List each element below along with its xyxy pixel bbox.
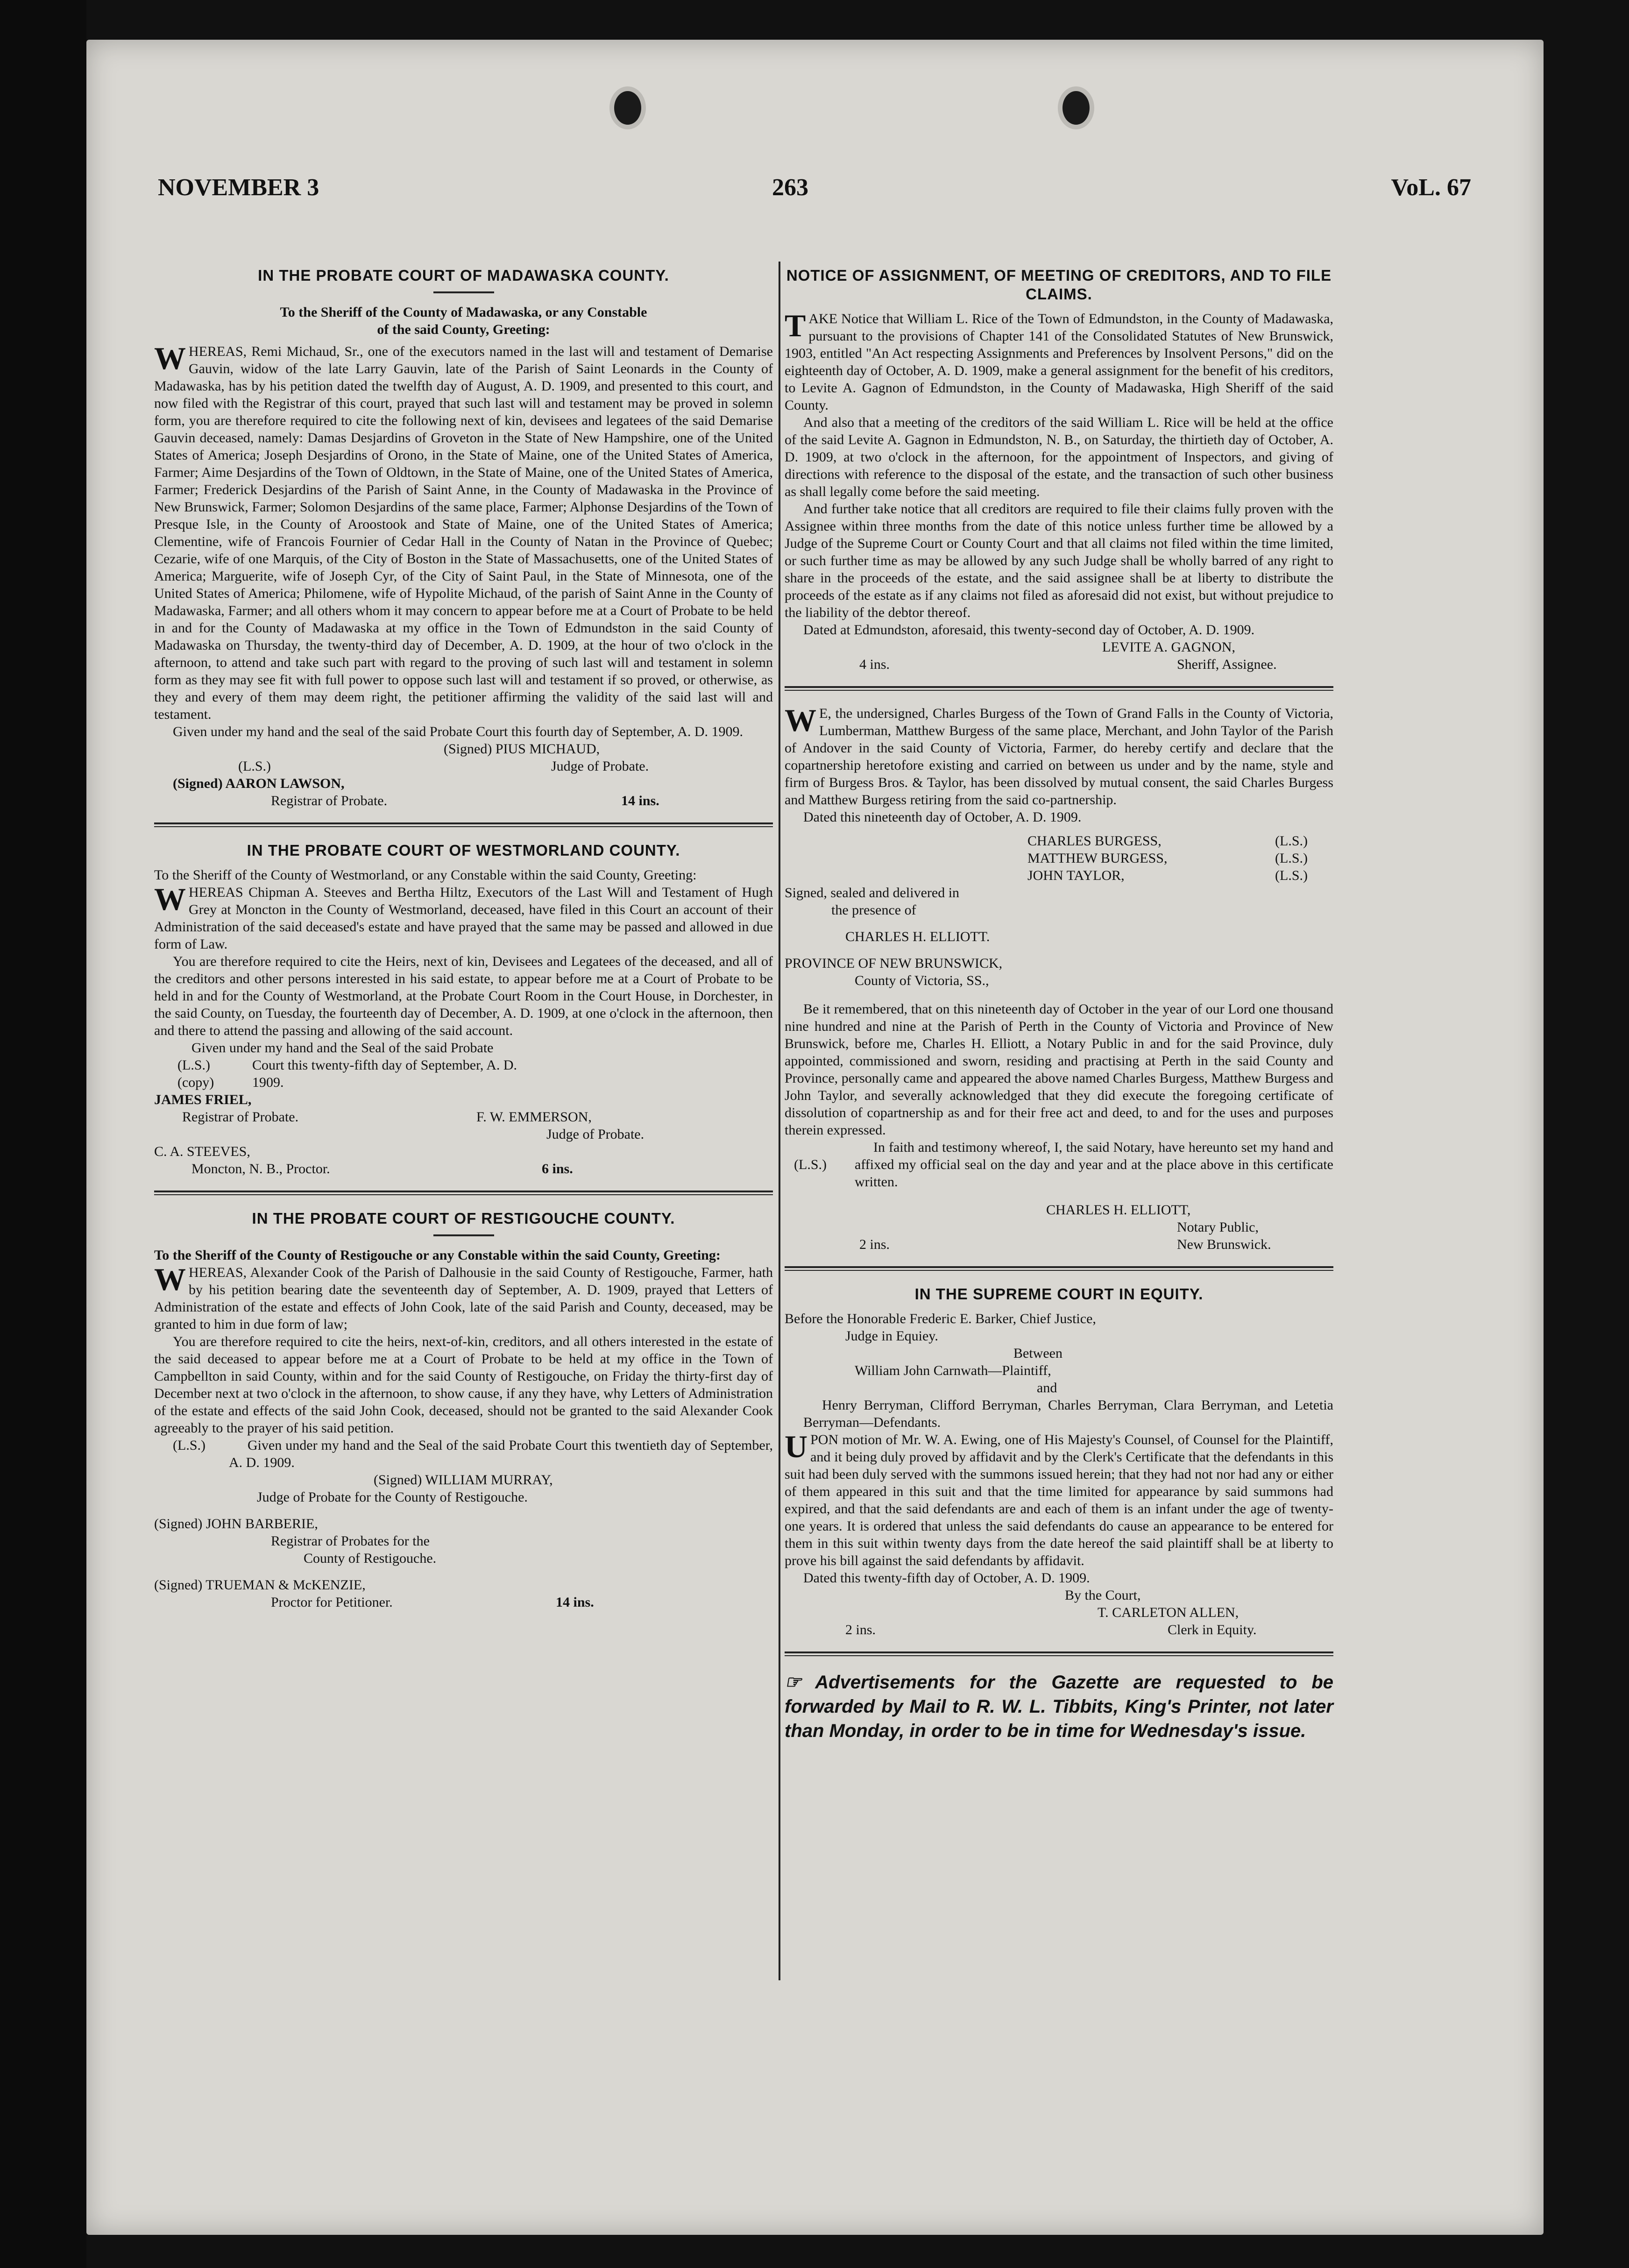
notice-heading: IN THE PROBATE COURT OF MADAWASKA COUNTY. bbox=[258, 267, 669, 284]
certificate-text: Be it remembered, that on this nineteenth day of October in the year of our Lord one thousand nine hundred and nine at the Parish of Perth in the County of Victoria and Province of New Brunswick, before me, Charles H. Elliott, a Notary Public in and for the said Province, duly appointed, commissioned and sworn, residing and practising at Perth in the said County and Province, personally came and appeared the above named Charles Burgess, Matthew Burgess and John Taylor, and severally acknowledged that they did execute the foregoing certificate of dissolution of copartnership as and for their free act and deed, to and for the uses and purposes therein expressed. bbox=[785, 1001, 1333, 1138]
drop-cap: W bbox=[154, 881, 186, 917]
drop-cap: W bbox=[154, 340, 186, 376]
drop-cap: U bbox=[785, 1429, 808, 1464]
drop-cap: T bbox=[785, 308, 806, 343]
registrar-title-2: County of Restigouche. bbox=[304, 1551, 437, 1566]
page-number: 263 bbox=[772, 174, 808, 201]
registrar-signature: (Signed) JOHN BARBERIE, bbox=[154, 1516, 318, 1531]
notice-body-2: You are therefore required to cite the Heirs, next of kin, Devisees and Legatees of the deceased, and all of the creditors and other persons interested in his said estate, to appear before me at a Court of Probate to be held in and for the County of Westmorland, at the Probate Court Room in the Court House, in Dorchester, in the said County, on Tuesday, the fourteenth day of December, A. D. 1909, at one o'clock in the afternoon, then and there to attend the passing and allowing of the said account. bbox=[154, 954, 773, 1038]
by-the-court: By the Court, bbox=[1065, 1588, 1141, 1603]
insertion-count: 6 ins. bbox=[542, 1161, 573, 1177]
signer-row: MATTHEW BURGESS, (L.S.) bbox=[1027, 850, 1308, 866]
assignment-notice bbox=[785, 266, 1333, 673]
section-divider bbox=[785, 686, 1333, 691]
signer-row: JOHN TAYLOR, (L.S.) bbox=[1027, 868, 1308, 883]
assignee-signature: LEVITE A. GAGNON, bbox=[1102, 639, 1235, 655]
dated-clause: Dated at Edmundston, aforesaid, this twenty-second day of October, A. D. 1909. bbox=[803, 622, 1255, 638]
binding-hole-left bbox=[609, 86, 646, 129]
assignee-title: Sheriff, Assignee. bbox=[1177, 657, 1277, 672]
registrar-title: Registrar of Probate. bbox=[182, 1109, 299, 1125]
given-year: 1909. bbox=[252, 1075, 284, 1090]
presence: the presence of bbox=[831, 902, 916, 918]
judge-signature: F. W. EMMERSON, bbox=[476, 1109, 592, 1125]
drop-cap: W bbox=[785, 702, 816, 738]
restigouche-notice bbox=[154, 1209, 773, 1611]
advertising-notice: ☞ Advertisements for the Gazette are requested to be forwarded by Mail to R. W. L. Tibbits, King's Printer, not later than Monday, in order to be in time for Wednesday's issue. bbox=[785, 1672, 1333, 1741]
defendants: Henry Berryman, Clifford Berryman, Charles Berryman, Clara Berryman, and Letetia Berryman—Defendants. bbox=[803, 1397, 1333, 1430]
notice-body-2: And also that a meeting of the creditors of the said William L. Rice will be held at the office of the said Levite A. Gagnon in Edmundston, N. B., on Saturday, the thirtieth day of October, A. D. 1909, at two o'clock in the afternoon, for the appointment of Inspectors, and giving of directions with reference to the disposal of the estate, and the transaction of such other business as shall legally come before the said meeting. bbox=[785, 415, 1333, 499]
notice-heading: NOTICE OF ASSIGNMENT, OF MEETING OF CREDITORS, AND TO FILE CLAIMS. bbox=[786, 267, 1332, 303]
left-column bbox=[154, 262, 773, 1611]
signed-sealed: Signed, sealed and delivered in bbox=[785, 885, 960, 900]
dated-clause: Dated this twenty-fifth day of October, A. D. 1909. bbox=[803, 1570, 1090, 1586]
running-head bbox=[158, 174, 1471, 211]
registrar-title-1: Registrar of Probates for the bbox=[271, 1533, 430, 1549]
plaintiff: William John Carnwath—Plaintiff, bbox=[855, 1363, 1051, 1378]
signature-row bbox=[154, 740, 773, 758]
registrar-title: Registrar of Probate. bbox=[271, 793, 388, 808]
right-column bbox=[785, 262, 1333, 1743]
before-line-1: Before the Honorable Frederic E. Barker, Chief Justice, bbox=[785, 1311, 1096, 1326]
notice-heading: IN THE SUPREME COURT IN EQUITY. bbox=[914, 1285, 1204, 1303]
insertion-count: 14 ins. bbox=[556, 1595, 594, 1610]
notary-signature: CHARLES H. ELLIOTT, bbox=[1046, 1202, 1191, 1218]
between: Between bbox=[1013, 1346, 1062, 1361]
notice-body: W E, the undersigned, Charles Burgess of the Town of Grand Falls in the County of Victoria, Lumberman, Matthew Burgess of the same place, Merchant, and John Taylor of the Parish of Andover in the said County of Victoria, Farmer, do hereby certify and declare that the copartnership heretofore existing and carried on between us under and by the name, style and firm of Burgess Bros. & Taylor, has been dissolved by mutual consent, the said Charles Burgess and Matthew Burgess retiring from the said co-partnership. bbox=[785, 702, 1333, 808]
given-clause: Given under my hand and the Seal of the said Probate bbox=[191, 1040, 494, 1056]
drop-cap: W bbox=[154, 1262, 186, 1297]
notice-heading: IN THE PROBATE COURT OF WESTMORLAND COUNTY. bbox=[247, 842, 680, 859]
judge-title: Judge of Probate for the County of Restigouche. bbox=[257, 1489, 528, 1505]
copy-mark: (copy) bbox=[177, 1075, 214, 1090]
judge-title: Judge of Probate. bbox=[551, 758, 649, 774]
dated-clause: Dated this nineteenth day of October, A. D. 1909. bbox=[803, 809, 1082, 825]
before-line-2: Judge in Equiey. bbox=[845, 1328, 938, 1344]
seal-mark: (L.S.) bbox=[173, 1438, 205, 1453]
section-divider bbox=[154, 822, 773, 827]
province-line: PROVINCE OF NEW BRUNSWICK, bbox=[785, 956, 1003, 971]
proctor-title: Proctor for Petitioner. bbox=[271, 1595, 393, 1610]
notary-title-2: New Brunswick. bbox=[1177, 1237, 1271, 1252]
heading-rule bbox=[433, 1234, 494, 1236]
seal-mark: (L.S.) bbox=[177, 1057, 210, 1073]
issue-date: NOVEMBER 3 bbox=[158, 174, 319, 201]
notary-title-1: Notary Public, bbox=[1177, 1219, 1259, 1235]
notice-body: TAKE Notice that William L. Rice of the Town of Edmundston, in the County of Madawaska, pursuant to the provisions of Chapter 141 of the Consolidated Statutes of New Brunswick, 1903, entitled "An Act respecting Assignments and Preferences by Insolvent Persons," did on the eighteenth day of October, A. D. 1909, make a general assignment for the benefit of his creditors, to Levite A. Gagnon of Edmundston, in the County of Madawaska, High Sheriff of the said County. bbox=[785, 308, 1333, 413]
madawaska-notice bbox=[154, 266, 773, 809]
witness-name: CHARLES H. ELLIOTT. bbox=[845, 929, 990, 944]
given-clause: Given under my hand and the Seal of the said Probate Court this twentieth day of September, A. D. 1909. bbox=[229, 1438, 773, 1470]
faith-clause: In faith and testimony whereof, I, the said Notary, have hereunto set my hand and affixed my official seal on the day and year and at the place above in this certificate written. bbox=[855, 1140, 1333, 1190]
registrar-signature: JAMES FRIEL, bbox=[154, 1092, 252, 1107]
insertion-count: 2 ins. bbox=[859, 1237, 890, 1252]
section-divider bbox=[785, 1651, 1333, 1656]
county-line: County of Victoria, SS., bbox=[855, 973, 989, 988]
judge-signature: (Signed) WILLIAM MURRAY, bbox=[374, 1472, 553, 1488]
judge-signature: (Signed) PIUS MICHAUD, bbox=[444, 741, 600, 757]
proctor-signature: C. A. STEEVES, bbox=[154, 1144, 250, 1159]
equity-notice bbox=[785, 1285, 1333, 1638]
salutation: To the Sheriff of the County of Westmorland, or any Constable within the said County, Greeting: bbox=[154, 867, 697, 883]
judge-title: Judge of Probate. bbox=[546, 1127, 645, 1142]
notice-body: WHEREAS, Remi Michaud, Sr., one of the executors named in the last will and testament of Demarise Gauvin, widow of the late Larry Gauvin, late of the Parish of Saint Leonards in the County of Madawaska, has by his petition dated the twelfth day of August, A. D. 1909, and presented to this court, and now filed with the Registrar of this court, prayed that such last will and testament may be proved in solemn form, you are therefore required to cite the following next of kin, devisees and legatees of the said Demarise Gauvin deceased, namely: Damas Desjardins of Groveton in the State of New Hampshire, one of the United States of America; Joseph Desjardins of Orono, in the State of Maine, one of the United States of America, Farmer; Aime Desjardins of the Town of Oldtown, in the State of Maine, one of the United States of America, Farmer; Frederick Desjardins of the Parish of Saint Anne, in the County of Madawaska in the Province of New Brunswick, Farmer; Solomon Desjardins of the same place, Farmer; Alphonse Desjardins of the Town of Presque Isle, in the County of Aroostook and State of Maine, one of the United States of America; Clementine, wife of Francois Fournier of Cedar Hall in the County of Natan in the Province of Quebec; Cezarie, wife of one Marquis, of the City of Boston in the State of Massachusetts, one of the United States of America; Marguerite, wife of Joseph Cyr, of the City of Saint Paul, in the State of Minnesota, one of the United States of America; Philomene, wife of Hypolite Michaud, of the parish of Saint Anne in the County of Madawaska, Farmer; and all others whom it may concern to appear before me at a Court of Probate to be held in and for the County of Madawaska at my office in the Town of Edmundston in the said County of Madawaska on Thursday, the twenty-third day of December, A. D. 1909, at the hour of two o'clock in the afternoon, to attend and take such part with regard to the proving of such last will and testament in solemn form as they may see fit with full power to oppose such last will and testament if so proved, or otherwise, as they and every of them may deem right, the petitioner affirming the validity of the said last will and testament. bbox=[154, 340, 773, 722]
volume-number: VoL. 67 bbox=[1391, 174, 1471, 201]
westmorland-notice bbox=[154, 841, 773, 1177]
signer-row: CHARLES BURGESS, (L.S.) bbox=[1027, 833, 1308, 849]
given-clause: Given under my hand and the seal of the said Probate Court this fourth day of September, A. D. 1909. bbox=[173, 724, 744, 739]
column-divider bbox=[779, 262, 780, 1980]
insertion-count: 4 ins. bbox=[859, 657, 890, 672]
clerk-signature: T. CARLETON ALLEN, bbox=[1098, 1605, 1239, 1620]
notice-body-3: And further take notice that all creditors are required to file their claims fully proven with the Assignee within three months from the date of this notice unless further time be allowed by a Judge of the Supreme Court or County Court and that all claims not filed within the time limited, or such further time as may be allowed by any such Judge shall be wholly barred of any right to share in the proceeds of the estate, and the said assignee shall be at liberty to distribute the proceeds of the estate as if any claims not filed as aforesaid did not exist, but without prejudice to the liability of the debtor thereof. bbox=[785, 501, 1333, 620]
heading-rule bbox=[433, 291, 494, 293]
salutation: To the Sheriff of the County of Restigouche or any Constable within the said County, Greeting: bbox=[154, 1247, 721, 1263]
section-divider bbox=[154, 1191, 773, 1195]
binding-hole-right bbox=[1058, 86, 1094, 129]
notice-heading: IN THE PROBATE COURT OF RESTIGOUCHE COUNTY. bbox=[252, 1210, 675, 1227]
scan-left-edge bbox=[0, 0, 86, 2268]
insertion-count: 2 ins. bbox=[845, 1622, 876, 1637]
proctor-signature: (Signed) TRUEMAN & McKENZIE, bbox=[154, 1577, 366, 1593]
clerk-title: Clerk in Equity. bbox=[1168, 1622, 1257, 1637]
notice-body: WHEREAS, Alexander Cook of the Parish of Dalhousie in the said County of Restigouche, Farmer, hath by his petition bearing date the seventeenth day of September, A. D. 1909, prayed that Letters of Administration of the estate and effects of John Cook, late of the said Parish and County, deceased, may be granted to him in due form of law; bbox=[154, 1262, 773, 1332]
proctor-title: Moncton, N. B., Proctor. bbox=[191, 1161, 330, 1177]
insertion-count: 14 ins. bbox=[621, 793, 659, 808]
given-clause-2: Court this twenty-fifth day of September, A. D. bbox=[252, 1057, 517, 1073]
section-divider bbox=[785, 1266, 1333, 1271]
notice-body-2: You are therefore required to cite the heirs, next-of-kin, creditors, and all others interested in the estate of the said deceased to appear before me at a Court of Probate to be held at my office in the Town of Campbellton in said County, within and for the said County of Restigouche, on Friday the thirty-first day of December next at two o'clock in the afternoon, to show cause, if any they have, why Letters of Administration of the estate and effects of the said John Cook, deceased, should not be granted to the said Alexander Cook agreeably to the prayer of his said petition. bbox=[154, 1334, 773, 1436]
seal-mark: (L.S.) bbox=[794, 1157, 827, 1172]
partnership-notice bbox=[785, 702, 1333, 1253]
seal-mark: (L.S.) bbox=[238, 758, 271, 774]
and-line: and bbox=[1037, 1380, 1057, 1396]
salutation: To the Sheriff of the County of Madawaska, or any Constable of the said County, Greeting: bbox=[280, 305, 647, 337]
notice-body: UPON motion of Mr. W. A. Ewing, one of His Majesty's Counsel, of Counsel for the Plaintiff, and it being duly proved by affidavit and by the Clerk's Certificate that the defendants in this suit had been duly served with the summons issued herein; that they had not nor had any or either of them appeared in this suit and that the time limited for appearance by said summons had expired, and that the said defendants are and each of them is an infant under the age of twenty-one years. It is ordered that unless the said defendants do cause an appearance to be entered for them in this suit within twenty days from the date hereof the said plaintiff shall be at liberty to prove his bill against the said defendants by affidavit. bbox=[785, 1429, 1333, 1568]
registrar-signature: (Signed) AARON LAWSON, bbox=[173, 776, 345, 791]
notice-body: WHEREAS Chipman A. Steeves and Bertha Hiltz, Executors of the Last Will and Testament of Hugh Grey at Moncton in the County of Westmorland, deceased, have filed in this Court an account of their Administration of the said deceased's estate and have prayed that the same may be passed and allowed in due form of Law. bbox=[154, 881, 773, 952]
